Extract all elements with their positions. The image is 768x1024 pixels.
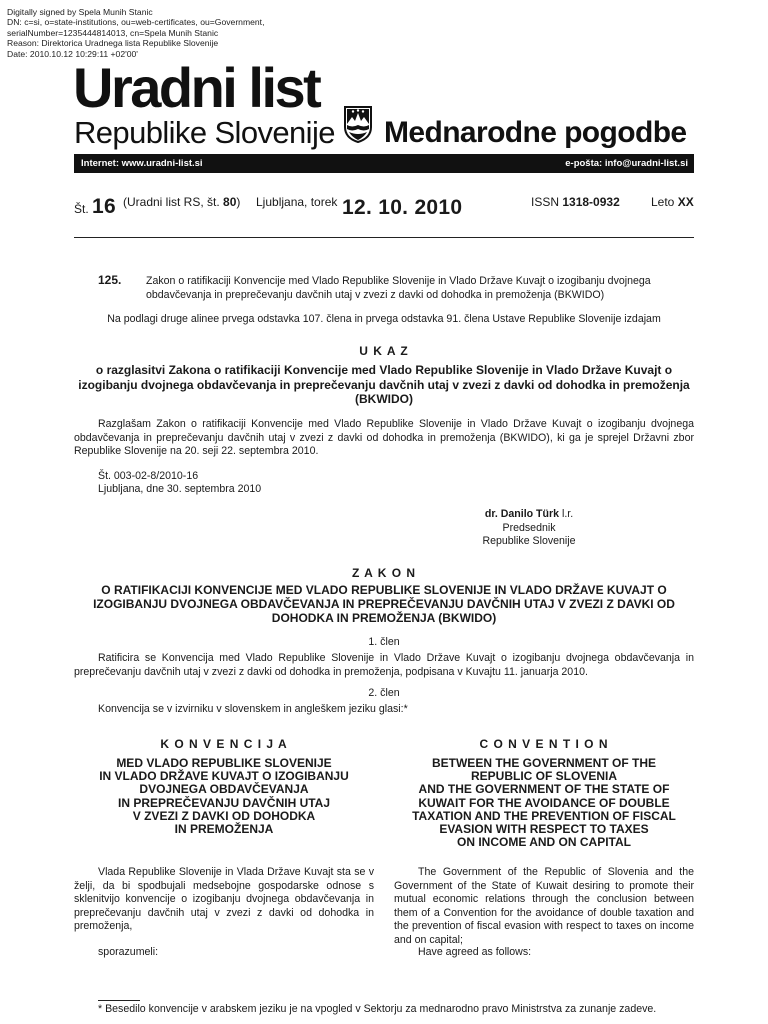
heading-line: IN VLADO DRŽAVE KUVAJT O IZOGIBANJU [99, 769, 349, 784]
heading-line: TAXATION AND THE PREVENTION OF FISCAL [412, 808, 676, 823]
heading-line: V ZVEZI Z DAVKI OD DOHODKA [132, 808, 316, 823]
signatory [470, 508, 588, 549]
article-1-text: Ratificira se Konvencija med Vlado Republike Slovenije in Vlado Države Kuvajt o izogibanju dvojnega obdavčevanja in preprečevanju davčnih utaj v zvezi z davki od dohodka in premoženja, podpisana v Kuvajtu 11. januarja 2010. [74, 652, 694, 678]
issue-ref-suffix: ) [236, 195, 241, 209]
issn-label: ISSN [531, 195, 560, 209]
coat-of-arms-icon [344, 105, 372, 143]
agreed-sl: sporazumeli: [98, 946, 159, 958]
heading-line: DVOJNEGA OBDAVČEVANJA [139, 782, 309, 797]
article-1-label: 1. člen [368, 636, 400, 648]
heading-line: MED VLADO REPUBLIKE SLOVENIJE [116, 756, 332, 770]
document-heading [146, 275, 694, 302]
volume-year [651, 195, 694, 225]
year-label: Leto [651, 195, 675, 209]
convention-title-en: C O N V E N T I O N [479, 737, 609, 751]
zakon-title: Z A K O N [351, 566, 417, 580]
footnote: * Besedilo konvencije v arabskem jeziku je na vpogled v Sektorju za mednarodno pravo Ministrstva za zunanje zadeve. [98, 1003, 657, 1015]
convention-title-sl: K O N V E N C I J A [160, 737, 288, 751]
heading-line: ON INCOME AND ON CAPITAL [457, 835, 631, 850]
heading-line: BETWEEN THE GOVERNMENT OF THE [431, 756, 656, 770]
footnote-divider [98, 1000, 140, 1001]
masthead-title: Uradni list [73, 56, 320, 119]
heading-line: IN PREPREČEVANJU DAVČNIH UTAJ [117, 795, 331, 810]
issue-ref-number: 80 [223, 195, 237, 209]
issue-number-value: 16 [92, 195, 116, 218]
issue-ref-prefix: (Uradni list RS, št. [123, 195, 220, 209]
issue-number-label: Št. [74, 202, 89, 216]
masthead-section: Mednarodne pogodbe [384, 116, 687, 149]
ukaz-title: U K A Z [359, 344, 409, 358]
header-divider [74, 237, 694, 238]
issue-date: 12. 10. 2010 [342, 196, 463, 219]
year-value: XX [677, 195, 694, 209]
issn [531, 195, 620, 225]
signature-line: Date: 2010.10.12 10:29:11 +02'00' [7, 48, 138, 59]
signature-line: Reason: Direktorica Uradnega lista Republike Slovenije [7, 38, 219, 49]
issue-place: Ljubljana, torek [256, 195, 338, 209]
preamble-sl: Vlada Republike Slovenije in Vlada Države Kuvajt sta se v želji, da bi spodbujali medsebojne gospodarske odnose s sklenitvijo konvencije o izogibanju dvojnega obdavčevanja in preprečevanju davčnih utaj v zvezi z davki od dohodka in premoženja, [74, 866, 374, 932]
convention-heading-sl [74, 757, 374, 836]
legal-basis: Na podlagi druge alinee prvega odstavka 107. člena in prvega odstavka 91. člena Ustave Republike Slovenije izdajam [107, 313, 661, 325]
heading-line: KUWAIT FOR THE AVOIDANCE OF DOUBLE [418, 795, 670, 810]
document-heading-line: obdavčevanja in preprečevanju davčnih utaj v zvezi z davki od dohodka in premoženja (BKWIDO) [146, 288, 605, 301]
heading-line: IN PREMOŽENJA [174, 822, 274, 837]
agreed-en: Have agreed as follows: [418, 946, 532, 958]
proclamation-text: Razglašam Zakon o ratifikaciji Konvencije med Vlado Republike Slovenije in Vlado Države Kuvajt o izogibanju dvojnega obdavčevanja in preprečevanju davčnih utaj v zvezi z davki od dohodka in premoženja (BKWIDO), ki ga je sprejel Državni zbor Republike Slovenije na 20. seji 22. septembra 2010. [74, 418, 694, 457]
article-2-text: Konvencija se v izvirniku v slovenskem in angleškem jeziku glasi:* [98, 703, 408, 715]
signer-name: dr. Danilo Türk [484, 508, 560, 520]
reference-date: Ljubljana, dne 30. septembra 2010 [98, 483, 262, 495]
preamble-en: The Government of the Republic of Slovenia and the Government of the State of Kuwait desiring to promote their mutual economic relations through the conclusion between them of a Convention for the avoidance of double taxation and the prevention of fiscal evasion with respect to taxes on income and on capital; [394, 866, 694, 946]
issue-reference [123, 195, 240, 225]
signer-role: Predsednik [502, 521, 556, 534]
signature-line: DN: c=si, o=state-institutions, ou=web-certificates, ou=Government, [7, 17, 265, 28]
signature-line: Digitally signed by Spela Munih Stanic [7, 7, 153, 17]
document-heading-line: Zakon o ratifikaciji Konvencije med Vlado Republike Slovenije in Vlado Države Kuvajt o izogibanju dvojnega [146, 275, 651, 287]
issue-number [74, 195, 116, 225]
signer-organization: Republike Slovenije [482, 535, 576, 547]
contact-bar [74, 154, 694, 173]
article-2-label: 2. člen [368, 687, 400, 699]
issn-value: 1318-0932 [562, 195, 620, 209]
email-link[interactable]: e-pošta: info@uradni-list.si [565, 158, 688, 169]
document-number: 125. [98, 273, 122, 287]
masthead-subtitle: Republike Slovenije [74, 115, 335, 150]
reference-number: Št. 003-02-8/2010-16 [98, 470, 199, 482]
internet-link[interactable]: Internet: www.uradni-list.si [81, 158, 203, 169]
zakon-subtitle: O RATIFIKACIJI KONVENCIJE MED VLADO REPUBLIKE SLOVENIJE IN VLADO DRŽAVE KUVAJT O IZOGIBANJU DVOJNEGA OBDAVČEVANJA IN PREPREČEVANJU DAVČNIH UTAJ V ZVEZI Z DAVKI OD DOHODKA IN PREMOŽENJA (BKWIDO) [93, 583, 675, 625]
signature-line: serialNumber=1235444814013, cn=Spela Munih Stanic [7, 27, 219, 38]
heading-line: REPUBLIC OF SLOVENIA [470, 769, 617, 784]
heading-line: EVASION WITH RESPECT TO TAXES [439, 822, 649, 837]
convention-heading-en [394, 757, 694, 849]
ukaz-subtitle: o razglasitvi Zakona o ratifikaciji Konvencije med Vlado Republike Slovenije in Vlado Države Kuvajt o izogibanju dvojnega obdavčevanja in preprečevanju davčnih utaj v zvezi z davki od dohodka in premoženja (BKWIDO) [78, 363, 690, 406]
digital-signature-block [7, 7, 264, 59]
heading-line: AND THE GOVERNMENT OF THE STATE OF [418, 782, 670, 797]
signer-suffix: l.r. [559, 508, 574, 520]
